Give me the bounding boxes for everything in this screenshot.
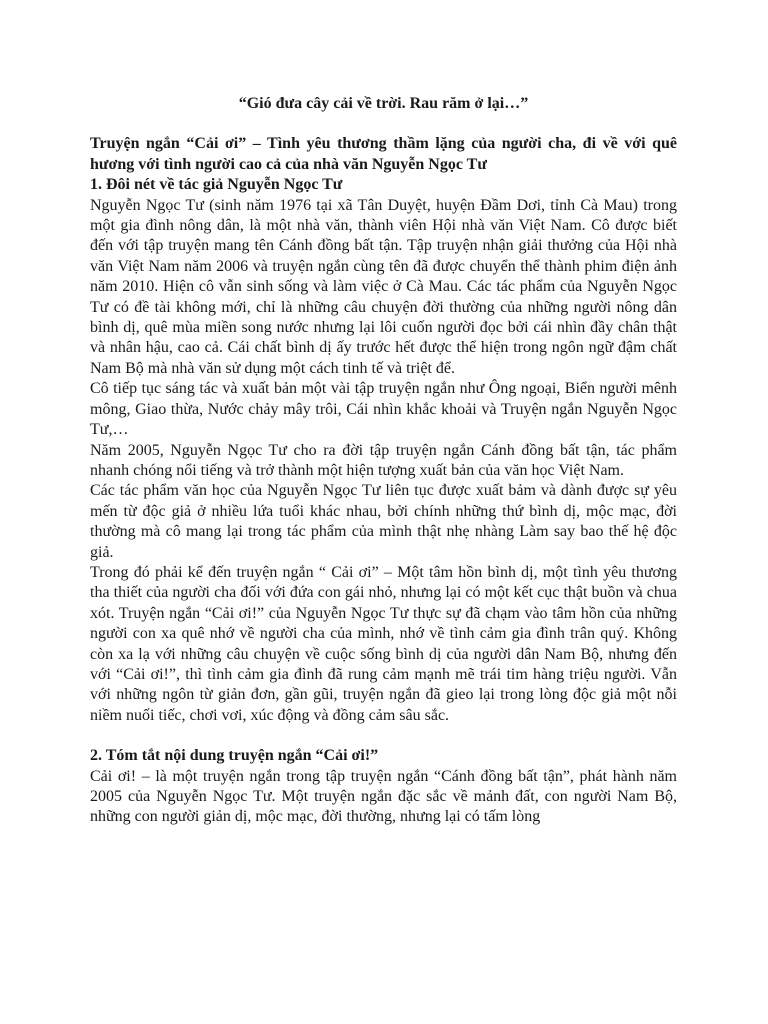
paragraph: Trong đó phải kể đến truyện ngắn “ Cải ơi” – Một tâm hồn bình dị, một tình yêu thương tha thiết của người cha đối với đứa con gái nhỏ, nhưng lại có một kết cục thật buồn và chua xót. Truyện ngắn “Cải ơi!” của Nguyễn Ngọc Tư thực sự đã chạm vào tâm hồn của những người con xa quê nhớ về người cha của mình, nhớ về tình cảm gia đình trân quý. Không còn xa lạ với những câu chuyện về cuộc sống bình dị của người dân Nam Bộ, nhưng đến với “Cải ơi!”, thì tình cảm gia đình đã rung cảm mạnh mẽ trái tim hàng triệu người. Vẫn với những ngôn từ giản đơn, gần gũi, truyện ngắn đã gieo lại trong lòng độc giả một nỗi niềm nuối tiếc, chơi vơi, xúc động và đồng cảm sâu sắc. bbox=[90, 563, 677, 724]
paragraph: Nguyễn Ngọc Tư (sinh năm 1976 tại xã Tân Duyệt, huyện Đầm Dơi, tỉnh Cà Mau) trong một gia đình nông dân, là một nhà văn, thành viên Hội nhà văn Việt Nam. Cô được biết đến với tập truyện mang tên Cánh đồng bất tận. Tập truyện nhận giải thưởng của Hội nhà văn Việt Nam năm 2006 và truyện ngắn cùng tên đã được chuyển thể thành phim điện ảnh năm 2010. Hiện cô vẫn sinh sống và làm việc ở Cà Mau. Các tác phẩm của Nguyễn Ngọc Tư có đề tài không mới, chỉ là những câu chuyện đời thường của những người nông dân bình dị, quê mùa miền song nước nhưng lại lôi cuốn người đọc bởi cái nhìn đầy chân thật và nhân hậu, cao cả. Cái chất bình dị ấy trước hết được thể hiện trong ngôn ngữ đậm chất Nam Bộ mà nhà văn sử dụng một cách tinh tế và triệt để. bbox=[90, 196, 677, 377]
paragraph: Các tác phẩm văn học của Nguyễn Ngọc Tư liên tục được xuất bảm và dành được sự yêu mến từ độc giả ở nhiều lứa tuổi khác nhau, bởi chính những thứ bình dị, mộc mạc, đời thường mà cô mang lại trong tác phẩm của mình thật nhẹ nhàng Làm say bao thế hệ độc giả. bbox=[90, 482, 677, 561]
paragraph: Năm 2005, Nguyễn Ngọc Tư cho ra đời tập truyện ngắn Cánh đồng bất tận, tác phẩm nhanh chóng nổi tiếng và trở thành một hiện tượng xuất bản của văn học Việt Nam. bbox=[90, 441, 677, 479]
paragraph: Cải ơi! – là một truyện ngắn trong tập truyện ngắn “Cánh đồng bất tận”, phát hành năm 2005 của Nguyễn Ngọc Tư. Một truyện ngắn đặc sắc về mảnh đất, con người Nam Bộ, những con người giản dị, mộc mạc, đời thường, nhưng lại có tấm lòng bbox=[90, 767, 677, 826]
section-1-heading: 1. Đôi nét về tác giả Nguyễn Ngọc Tư bbox=[90, 176, 343, 194]
document-page bbox=[90, 94, 677, 828]
quote-title: “Gió đưa cây cải về trời. Rau răm ở lại…” bbox=[238, 95, 529, 112]
section-2-heading: 2. Tóm tắt nội dung truyện ngắn “Cải ơi!” bbox=[90, 747, 379, 765]
paragraph: Cô tiếp tục sáng tác và xuất bản một vài tập truyện ngắn như Ông ngoại, Biển người mênh mông, Giao thừa, Nước chảy mây trôi, Cái nhìn khắc khoải và Truyện ngắn Nguyễn Ngọc Tư,… bbox=[90, 380, 677, 439]
main-heading: Truyện ngắn “Cải ơi” – Tình yêu thương thầm lặng của người cha, đi về với quê hương với tình người cao cả của nhà văn Nguyễn Ngọc Tư bbox=[90, 135, 677, 173]
